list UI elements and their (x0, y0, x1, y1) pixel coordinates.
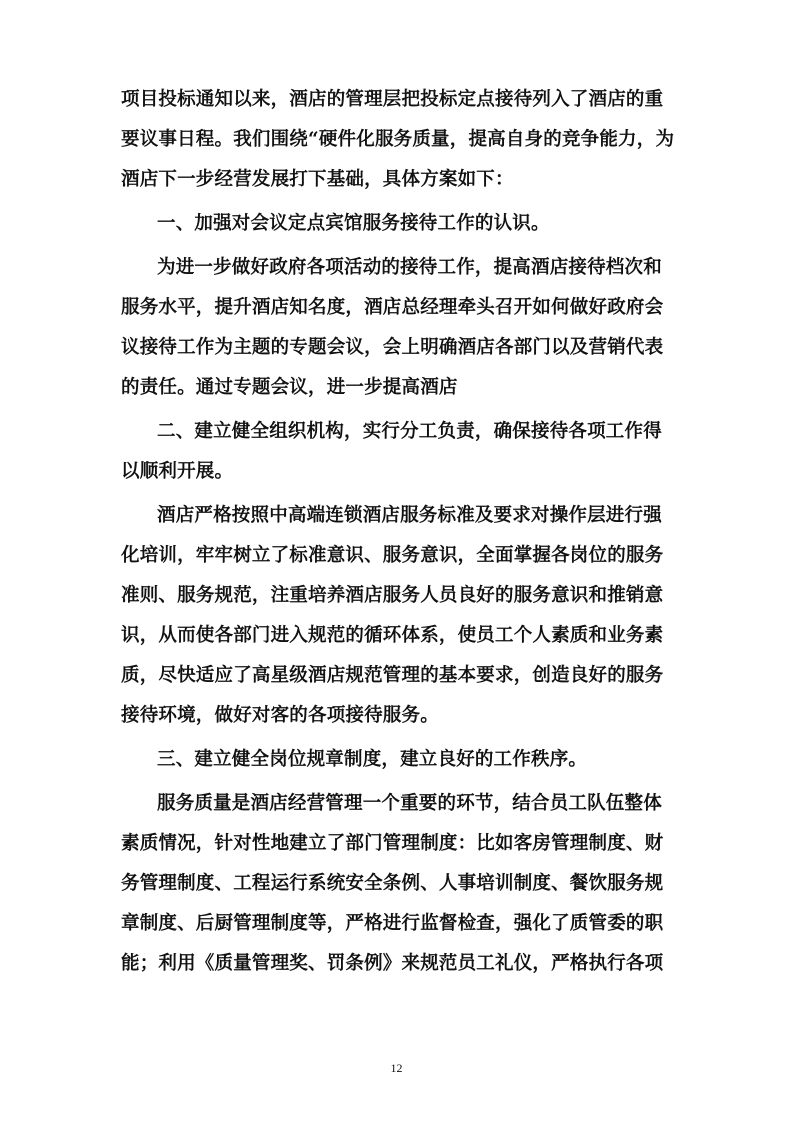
text-line: 服务质量是酒店经营管理一个重要的环节，结合员工队伍整体 (157, 793, 662, 814)
text-line: 准则、服务规范，注重培养酒店服务人员良好的服务意识和推销意 (121, 585, 664, 606)
section-heading: 一、加强对会议定点宾馆服务接待工作的认识。 (157, 213, 550, 234)
text-line: 质，尽快适应了高星级酒店规范管理的基本要求，创造良好的服务 (121, 665, 664, 686)
text-line: 素质情况，针对性地建立了部门管理制度：比如客房管理制度、财 (121, 833, 664, 854)
text-line: 为进一步做好政府各项活动的接待工作，提高酒店接待档次和 (157, 257, 662, 278)
text-line: 要议事日程。我们围绕“硬件化服务质量，提高自身的竞争能力，为 (121, 129, 675, 150)
text-line: 酒店下一步经营发展打下基础，具体方案如下： (121, 169, 514, 190)
section-heading-continuation: 以顺利开展。 (121, 461, 234, 482)
text-line: 酒店严格按照中高端连锁酒店服务标准及要求对操作层进行强 (157, 505, 662, 526)
section-heading: 三、建立健全岗位规章制度，建立良好的工作秩序。 (157, 749, 588, 770)
text-line: 能；利用《质量管理奖、罚条例》来规范员工礼仪，严格执行各项 (121, 953, 664, 974)
text-line: 项目投标通知以来，酒店的管理层把投标定点接待列入了酒店的重 (121, 89, 664, 110)
text-line: 接待环境，做好对客的各项接待服务。 (121, 705, 439, 726)
text-line: 章制度、后厨管理制度等，严格进行监督检查，强化了质管委的职 (121, 913, 664, 934)
text-line: 识，从而使各部门进入规范的循环体系，使员工个人素质和业务素 (121, 625, 664, 646)
page-number: 12 (390, 1061, 403, 1075)
section-heading: 二、建立健全组织机构，实行分工负责，确保接待各项工作得 (157, 421, 662, 442)
text-line: 化培训，牢牢树立了标准意识、服务意识，全面掌握各岗位的服务 (121, 545, 664, 566)
text-line: 的责任。通过专题会议，进一步提高酒店 (121, 377, 458, 398)
text-line: 议接待工作为主题的专题会议，会上明确酒店各部门以及营销代表 (121, 337, 664, 358)
text-line: 服务水平，提升酒店知名度，酒店总经理牵头召开如何做好政府会 (121, 297, 664, 318)
text-line: 务管理制度、工程运行系统安全条例、人事培训制度、餐饮服务规 (121, 873, 664, 894)
